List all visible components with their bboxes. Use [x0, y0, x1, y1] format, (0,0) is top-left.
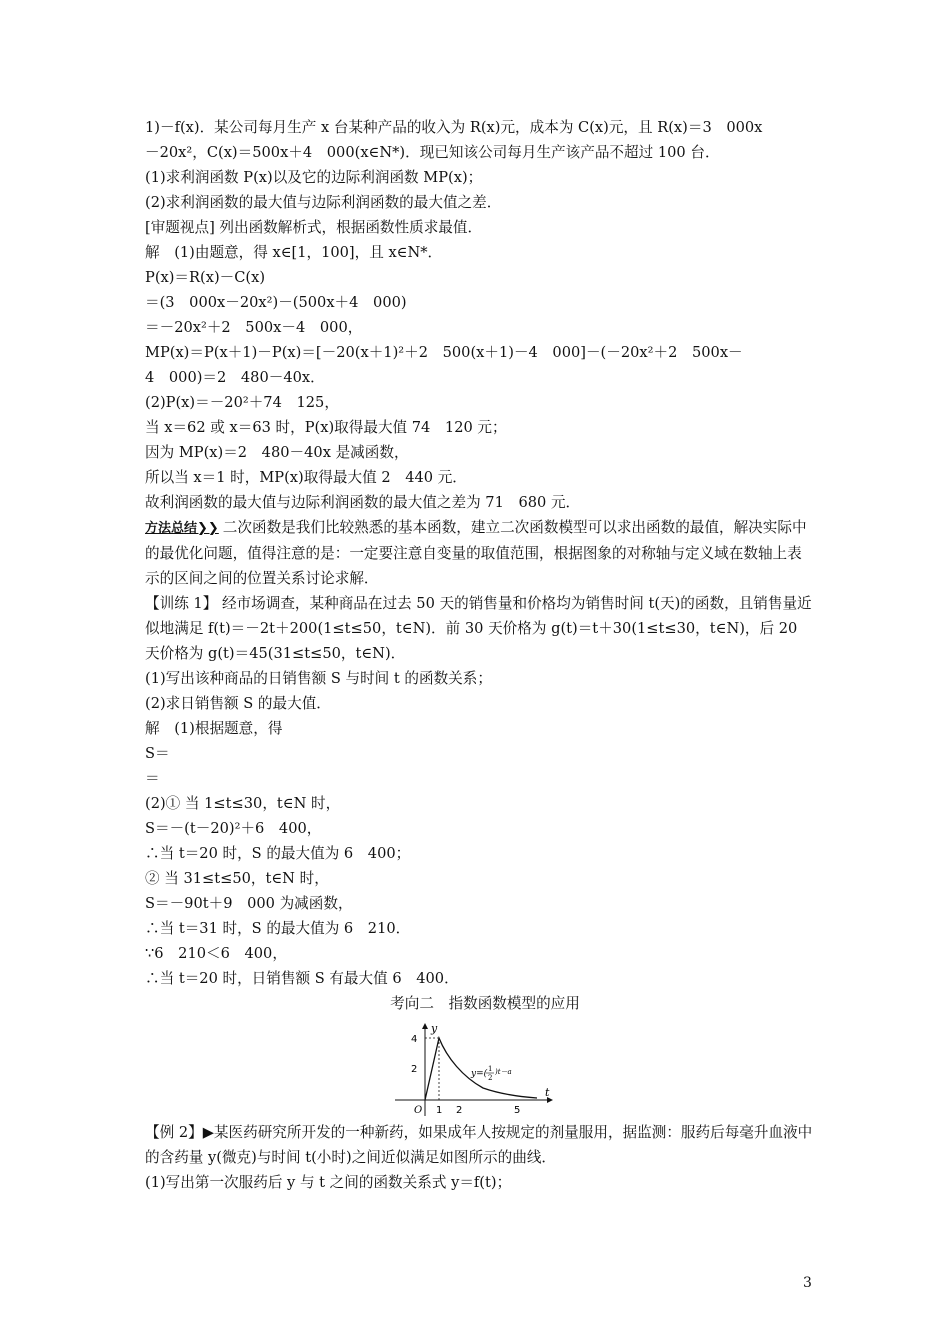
text-line: (2)① 当 1≤t≤30，t∈N 时， — [145, 795, 341, 812]
y-tick-label: 4 — [411, 1034, 418, 1045]
text-line: (1)写出该种商品的日销售额 S 与时间 t 的函数关系； — [145, 670, 492, 687]
method-summary-text: 二次函数是我们比较熟悉的基本函数，建立二次函数模型可以求出函数的最值，解决实际中的最优化问题，值得注意的是：一定要注意自变量的取值范围，根据图象的对称轴与定义域在数轴上表示的区间之间的位置关系讨论求解． — [145, 519, 807, 587]
curve-label-frac-num: 1 — [488, 1065, 493, 1073]
example-problem: 【例 2】▶某医药研究所开发的一种新药，如果成年人按规定的剂量服用，据监测：服药后每毫升血液中的含药量 y(微克)与时间 t(小时)之间近似满足如图所示的曲线． — [145, 1124, 813, 1166]
text-line: 4 000)＝2 480－40x． — [145, 369, 325, 386]
text-line: 当 x＝62 或 x＝63 时，P(x)取得最大值 74 120 元； — [145, 419, 507, 436]
text-line: 故利润函数的最大值与边际利润函数的最大值之差为 71 680 元． — [145, 494, 581, 511]
y-tick-label: 2 — [411, 1064, 418, 1075]
x-tick-label: 2 — [456, 1105, 463, 1116]
text-line: MP(x)＝P(x＋1)－P(x)＝[－20(x＋1)²＋2 500(x＋1)－4 000]－(－20x²＋2 500x－ — [145, 344, 743, 361]
text-line: P(x)＝R(x)－C(x) — [145, 269, 266, 286]
training-problem: 【训练 1】 经市场调查，某种商品在过去 50 天的销售量和价格均为销售时间 t(天)的函数，且销售量近似地满足 f(t)＝－2t＋200(1≤t≤50，t∈N)．前 30 天价格为 g(t)＝t＋30(1≤t≤30，t∈N)，后 20 天价格为 g(t)＝45(31≤t≤50，t∈N)． — [145, 595, 812, 662]
text-line: 解 (1)由题意，得 x∈[1，100]，且 x∈N*． — [145, 244, 443, 261]
text-line: (1)求利润函数 P(x)以及它的边际利润函数 MP(x)； — [145, 169, 483, 186]
method-summary — [145, 515, 815, 591]
text-line: ∴当 t＝20 时，日销售额 S 有最大值 6 400． — [145, 970, 459, 987]
text-line: ＝－20x²＋2 500x－4 000， — [145, 319, 363, 336]
text-line: S＝ — [145, 745, 170, 762]
text-line: ② 当 31≤t≤50，t∈N 时， — [145, 870, 329, 887]
document-body — [145, 115, 815, 1195]
y-axis-label: y — [431, 1022, 438, 1035]
text-line: ＝(3 000x－20x²)－(500x＋4 000) — [145, 294, 407, 311]
text-line: (2)求利润函数的最大值与边际利润函数的最大值之差． — [145, 194, 502, 211]
x-tick-label: 1 — [436, 1105, 443, 1116]
text-line: [审题视点] 列出函数解析式，根据函数性质求最值． — [145, 219, 483, 236]
section-title: 考向二 指数函数模型的应用 — [390, 995, 580, 1012]
curve-label-suffix: )t－a — [495, 1068, 512, 1076]
text-line: S＝－(t－20)²＋6 400， — [145, 820, 322, 837]
x-tick-label: 5 — [514, 1105, 521, 1116]
curve-label-frac-den: 2 — [488, 1074, 493, 1082]
text-line: 因为 MP(x)＝2 480－40x 是减函数， — [145, 444, 409, 461]
text-line: 1)－f(x)．某公司每月生产 x 台某种产品的收入为 R(x)元，成本为 C(x)元，且 R(x)＝3 000x — [145, 119, 763, 136]
page-number: 3 — [803, 1275, 812, 1291]
origin-label: O — [414, 1105, 423, 1116]
text-line: (1)写出第一次服药后 y 与 t 之间的函数关系式 y＝f(t)； — [145, 1174, 512, 1191]
text-line: 所以当 x＝1 时，MP(x)取得最大值 2 440 元． — [145, 469, 467, 486]
text-line: 解 (1)根据题意，得 — [145, 720, 283, 737]
text-line: ＝ — [145, 770, 160, 787]
text-line: (2)求日销售额 S 的最大值． — [145, 695, 331, 712]
text-line: ∵6 210＜6 400， — [145, 945, 287, 962]
x-axis-label: t — [545, 1086, 550, 1099]
method-summary-tag: 方法总结❯❯ — [145, 521, 219, 536]
curve-label-prefix: y=( — [471, 1069, 488, 1079]
drug-concentration-graph — [387, 1020, 557, 1120]
text-line: ∴当 t＝20 时，S 的最大值为 6 400； — [145, 845, 411, 862]
text-line: S＝－90t＋9 000 为减函数， — [145, 895, 353, 912]
text-line: －20x²，C(x)＝500x＋4 000(x∈N*)．现已知该公司每月生产该产品不超过 100 台． — [145, 144, 720, 161]
y-axis-arrow — [422, 1023, 428, 1029]
text-line: ∴当 t＝31 时，S 的最大值为 6 210． — [145, 920, 411, 937]
text-line: (2)P(x)＝－20²＋74 125， — [145, 394, 339, 411]
